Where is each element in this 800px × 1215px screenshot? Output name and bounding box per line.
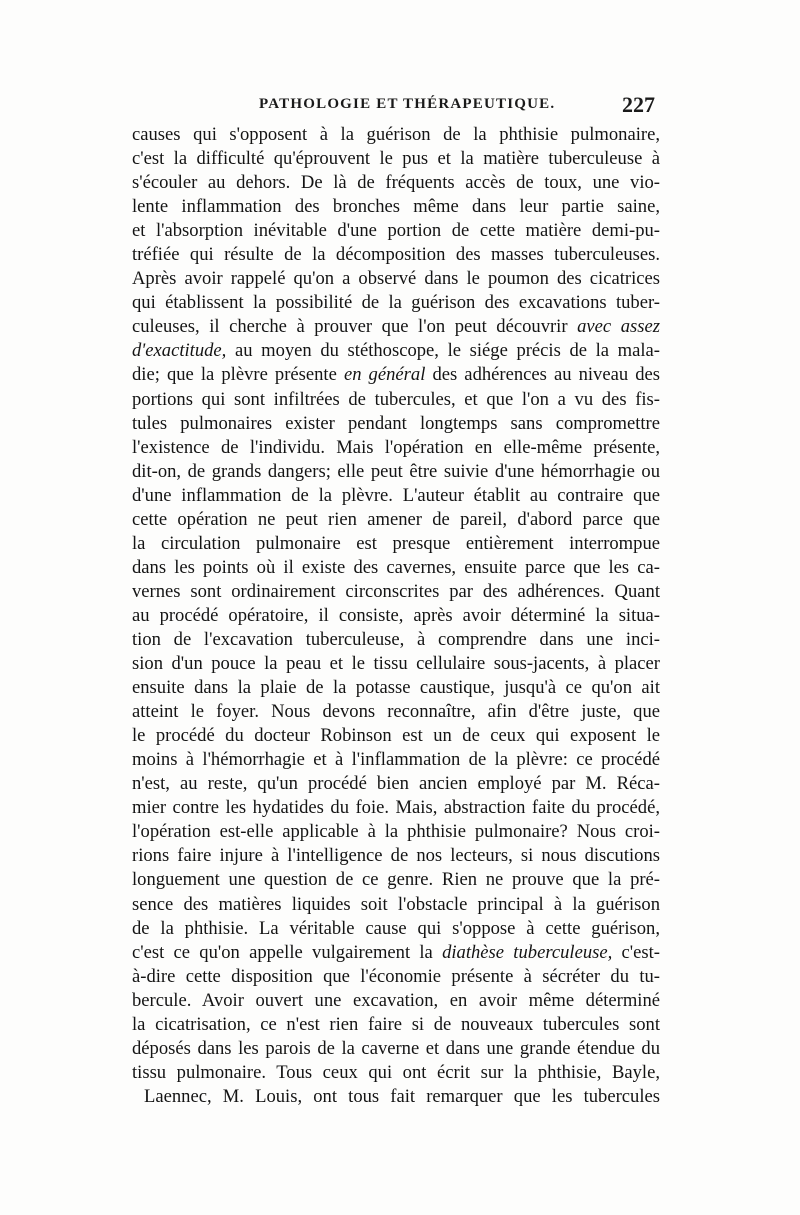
text-line: longuement une question de ce genre. Rien ne prouve que la pré- [132, 869, 660, 891]
text-line: moins à l'hémorrhagie et à l'inflammation de la plèvre: ce procédé [132, 749, 660, 771]
text-line: tissu pulmonaire. Tous ceux qui ont écrit sur la phthisie, Bayle, [132, 1061, 660, 1083]
text-line: s'écouler au dehors. De là de fréquents accès de toux, une vio- [132, 172, 660, 194]
italic-phrase: avec assez [577, 316, 660, 338]
text-line: cette opération ne peut rien amener de pareil, d'abord parce que [132, 508, 660, 530]
text-line: dans les points où il existe des cavernes, ensuite parce que les ca- [132, 556, 660, 578]
text-line: d'exactitude, au moyen du stéthoscope, le siége précis de la mala- [132, 340, 660, 362]
text-line: rions faire injure à l'intelligence de nos lecteurs, si nous discutions [132, 845, 660, 867]
text-line: n'est, au reste, qu'un procédé bien ancien employé par M. Réca- [132, 773, 660, 795]
text-line: le procédé du docteur Robinson est un de ceux qui exposent le [132, 725, 660, 747]
text-line: culeuses, il cherche à prouver que l'on peut découvrir avec assez [132, 316, 660, 338]
text-line: la circulation pulmonaire est presque entièrement interrompue [132, 532, 660, 554]
text-line: die; que la plèvre présente en général des adhérences au niveau des [132, 364, 660, 386]
text-line: au procédé opératoire, il consiste, après avoir déterminé la situa- [132, 604, 660, 626]
text-line: Après avoir rappelé qu'on a observé dans le poumon des cicatrices [132, 268, 660, 290]
italic-phrase: diathèse tuberculeuse, [442, 941, 613, 963]
body-text [132, 123, 660, 1109]
text-line: à-dire cette disposition que l'économie présente à sécréter du tu- [132, 965, 660, 987]
text-line: causes qui s'opposent à la guérison de la phthisie pulmonaire, [132, 124, 660, 145]
text-line: et l'absorption inévitable d'une portion de cette matière demi-pu- [132, 220, 660, 242]
text-line: bercule. Avoir ouvert une excavation, en avoir même déterminé [132, 989, 660, 1011]
text-line: sion d'un pouce la peau et le tissu cellulaire sous-jacents, à placer [132, 653, 660, 675]
text-line: tion de l'excavation tuberculeuse, à comprendre dans une inci- [132, 628, 660, 650]
text-line: mier contre les hydatides du foie. Mais, abstraction faite du procédé, [132, 797, 660, 819]
text-line: déposés dans les parois de la caverne et dans une grande étendue du [132, 1037, 660, 1059]
italic-phrase: en général [343, 364, 426, 386]
text-line: atteint le foyer. Nous devons reconnaître, afin d'être juste, que [132, 701, 660, 723]
italic-phrase: d'exactitude, [132, 340, 227, 362]
text-line: tules pulmonaires exister pendant longtemps sans compromettre [132, 412, 660, 434]
page-number: 227 [622, 92, 655, 117]
text-line: Laennec, M. Louis, ont tous fait remarquer que les tubercules [144, 1085, 660, 1107]
text-line: l'existence de l'individu. Mais l'opération en elle-même présente, [132, 436, 660, 458]
text-line: c'est ce qu'on appelle vulgairement la diathèse tuberculeuse, c'est- [132, 941, 660, 963]
text-line: qui établissent la possibilité de la guérison des excavations tuber- [132, 292, 660, 314]
text-line: la cicatrisation, ce n'est rien faire si de nouveaux tubercules sont [132, 1013, 660, 1035]
text-line: dit-on, de grands dangers; elle peut être suivie d'une hémorrhagie ou [132, 460, 660, 482]
text-line: c'est la difficulté qu'éprouvent le pus et la matière tuberculeuse à [132, 148, 660, 170]
text-line: de la phthisie. La véritable cause qui s'oppose à cette guérison, [132, 917, 660, 939]
text-line: l'opération est-elle applicable à la phthisie pulmonaire? Nous croi- [132, 821, 660, 843]
text-line: ensuite dans la plaie de la potasse caustique, jusqu'à ce qu'on ait [132, 677, 660, 699]
text-line: d'une inflammation de la plèvre. L'auteur établit au contraire que [132, 484, 660, 506]
text-line: sence des matières liquides soit l'obstacle principal à la guérison [132, 893, 660, 915]
page-header [135, 92, 655, 120]
running-head: PATHOLOGIE ET THÉRAPEUTIQUE. [259, 96, 556, 112]
text-line: portions qui sont infiltrées de tubercules, et que l'on a vu des fis- [132, 388, 660, 410]
text-line: tréfiée qui résulte de la décomposition des masses tuberculeuses. [132, 244, 660, 266]
text-line: vernes sont ordinairement circonscrites par des adhérences. Quant [132, 580, 660, 602]
text-line: lente inflammation des bronches même dans leur partie saine, [132, 196, 660, 218]
